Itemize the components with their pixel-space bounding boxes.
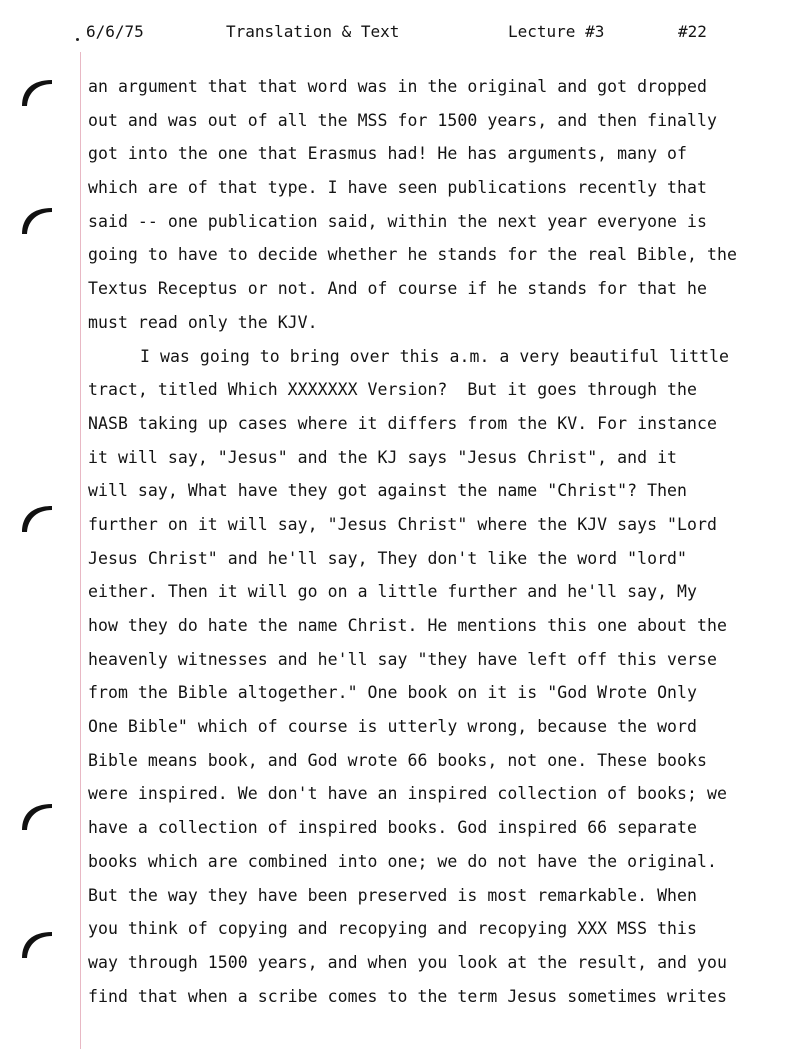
punch-hole-icon	[18, 800, 54, 832]
margin-rule	[80, 52, 81, 1049]
header-title: Translation & Text	[226, 22, 400, 41]
body-text	[88, 70, 788, 1013]
text-line: books which are combined into one; we do not have the original.	[88, 851, 717, 871]
text-line: you think of copying and recopying and recopying XXX MSS this	[88, 919, 698, 939]
punch-hole-icon	[18, 502, 54, 534]
text-line: which are of that type. I have seen publications recently that	[88, 178, 707, 198]
text-line: got into the one that Erasmus had! He has arguments, many of	[88, 144, 688, 164]
page-header	[0, 22, 798, 46]
punch-hole-icon	[18, 204, 54, 236]
paragraph-start-line: I was going to bring over this a.m. a very beautiful little	[140, 346, 730, 366]
text-line: going to have to decide whether he stands for the real Bible, the	[88, 245, 737, 265]
punch-hole-icon	[18, 928, 54, 960]
text-line: must read only the KJV.	[88, 312, 318, 332]
text-line: out and was out of all the MSS for 1500 years, and then finally	[88, 110, 717, 130]
text-line: further on it will say, "Jesus Christ" where the KJV says "Lord	[88, 514, 717, 534]
text-line: were inspired. We don't have an inspired collection of books; we	[88, 784, 727, 804]
header-page-number: #22	[678, 22, 707, 41]
text-line: But the way they have been preserved is most remarkable. When	[88, 885, 698, 905]
text-line: NASB taking up cases where it differs from the KV. For instance	[88, 413, 717, 433]
text-line: either. Then it will go on a little further and he'll say, My	[88, 582, 698, 602]
text-line: have a collection of inspired books. God inspired 66 separate	[88, 818, 698, 838]
text-line: Jesus Christ" and he'll say, They don't like the word "lord"	[88, 548, 688, 568]
header-date: 6/6/75	[86, 22, 144, 41]
text-line: said -- one publication said, within the next year everyone is	[88, 211, 707, 231]
text-line: Textus Receptus or not. And of course if he stands for that he	[88, 279, 707, 299]
text-line: heavenly witnesses and he'll say "they have left off this verse	[88, 649, 717, 669]
text-line: how they do hate the name Christ. He mentions this one about the	[88, 616, 727, 635]
text-line: an argument that that word was in the original and got dropped	[88, 77, 707, 96]
text-line: will say, What have they got against the name "Christ"? Then	[88, 481, 688, 501]
text-line: way through 1500 years, and when you look at the result, and you	[88, 952, 727, 972]
header-lecture: Lecture #3	[508, 22, 605, 41]
text-line: tract, titled Which XXXXXXX Version? But it goes through the	[88, 380, 698, 400]
punch-hole-icon	[18, 76, 54, 108]
text-line: find that when a scribe comes to the term Jesus sometimes writes	[88, 986, 727, 1006]
text-line: Bible means book, and God wrote 66 books, not one. These books	[88, 750, 707, 770]
text-line: from the Bible altogether." One book on it is "God Wrote Only	[88, 683, 698, 703]
text-line: it will say, "Jesus" and the KJ says "Jesus Christ", and it	[88, 447, 678, 467]
text-line: One Bible" which of course is utterly wrong, because the word	[88, 717, 698, 737]
